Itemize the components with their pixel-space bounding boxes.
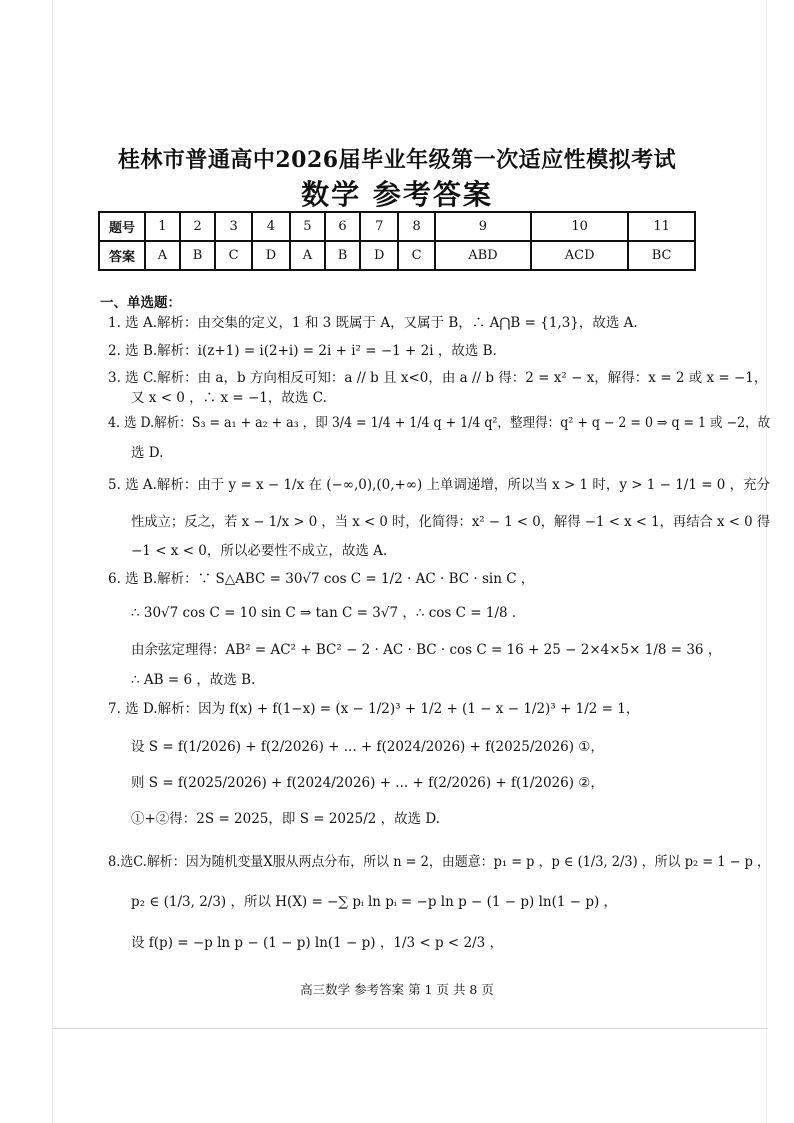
section-title: 一、单选题： xyxy=(100,295,181,311)
row-label: 答案 xyxy=(99,241,145,270)
table-cell: 10 xyxy=(531,212,628,241)
table-cell: B xyxy=(180,241,215,270)
row-label: 题号 xyxy=(99,212,145,241)
solution-q7-cont3: ①+②得：2S = 2025，即 S = 2025/2 ，故选 D. xyxy=(131,811,441,827)
solution-q5-cont2: −1 < x < 0，所以必要性不成立，故选 A. xyxy=(131,543,388,559)
table-cell: 1 xyxy=(145,212,180,241)
bottom-divider xyxy=(52,1028,768,1029)
table-cell: 4 xyxy=(252,212,290,241)
solution-q4-cont: 选 D. xyxy=(131,445,164,461)
solution-q1: 1. 选 A.解析：由交集的定义，1 和 3 既属于 A，又属于 B，∴ A⋂B = {1,3}，故选 A. xyxy=(108,315,638,331)
table-cell: 6 xyxy=(325,212,360,241)
table-cell: 2 xyxy=(180,212,215,241)
solution-q7-cont2: 则 S = f(2025/2026) + f(2024/2026) + ... + f(2/2026) + f(1/2026) ②， xyxy=(131,775,604,791)
table-cell: C xyxy=(215,241,252,270)
question-number-row xyxy=(99,212,695,241)
table-cell: BC xyxy=(628,241,695,270)
table-cell: A xyxy=(290,241,325,270)
solution-q5-cont1: 性成立；反之，若 x − 1/x > 0 ，当 x < 0 时，化简得：x² − 1 < 0，解得 −1 < x < 1，再结合 x < 0 得 xyxy=(131,514,771,530)
solution-q6-cont2: 由余弦定理得：AB² = AC² + BC² − 2 · AC · BC · cos C = 16 + 25 − 2×4×5× 1/8 = 36 ， xyxy=(131,642,722,658)
table-cell: ACD xyxy=(531,241,628,270)
solution-q5: 5. 选 A.解析：由于 y = x − 1/x 在 (−∞,0),(0,+∞) 上单调递增，所以当 x > 1 时，y > 1 − 1/1 = 0 ，充分 xyxy=(108,477,771,493)
solution-q7: 7. 选 D.解析：因为 f(x) + f(1−x) = (x − 1/2)³ + 1/2 + (1 − x − 1/2)³ + 1/2 = 1， xyxy=(108,701,640,717)
solution-q7-cont1: 设 S = f(1/2026) + f(2/2026) + ... + f(2024/2026) + f(2025/2026) ①， xyxy=(131,739,604,755)
exam-title: 桂林市普通高中2026届毕业年级第一次适应性模拟考试 xyxy=(117,147,677,173)
table-cell: D xyxy=(252,241,290,270)
table-cell: 7 xyxy=(360,212,398,241)
solution-q6-cont1: ∴ 30√7 cos C = 10 sin C ⇒ tan C = 3√7 ，∴ cos C = 1/8 . xyxy=(131,605,517,621)
page-footer: 高三数学 参考答案 第 1 页 共 8 页 xyxy=(300,982,494,997)
solution-q8-cont2: 设 f(p) = −p ln p − (1 − p) ln(1 − p) ，1/3 < p < 2/3 ， xyxy=(131,935,504,951)
answer-table xyxy=(98,211,696,271)
solution-q6: 6. 选 B.解析：∵ S△ABC = 30√7 cos C = 1/2 · AC · BC · sin C ， xyxy=(108,571,535,587)
solution-q4: 4. 选 D.解析：S₃ = a₁ + a₂ + a₃ ，即 3/4 = 1/4 + 1/4 q + 1/4 q²，整理得：q² + q − 2 = 0 ⇒ q = 1 或 −2，故 xyxy=(108,415,771,431)
solution-q3-cont: 又 x < 0 ，∴ x = −1，故选 C. xyxy=(131,390,327,406)
table-cell: B xyxy=(325,241,360,270)
answer-subtitle: 数学 参考答案 xyxy=(301,178,493,211)
table-cell: D xyxy=(360,241,398,270)
solution-q6-cont3: ∴ AB = 6 ，故选 B. xyxy=(131,672,256,688)
table-cell: A xyxy=(145,241,180,270)
solution-q8: 8.选C.解析：因为随机变量X服从两点分布，所以 n = 2，由题意：p₁ = p ，p ∈ (1/3, 2/3) ，所以 p₂ = 1 − p ， xyxy=(108,854,770,870)
table-cell: 9 xyxy=(435,212,531,241)
table-cell: 3 xyxy=(215,212,252,241)
table-cell: 11 xyxy=(628,212,695,241)
table-cell: ABD xyxy=(435,241,531,270)
table-cell: 5 xyxy=(290,212,325,241)
solution-q2: 2. 选 B.解析：i(z+1) = i(2+i) = 2i + i² = −1 + 2i ，故选 B. xyxy=(108,343,497,359)
solution-q8-cont1: p₂ ∈ (1/3, 2/3) ，所以 H(X) = −∑ pᵢ ln pᵢ = −p ln p − (1 − p) ln(1 − p) ， xyxy=(131,894,618,910)
solution-q3: 3. 选 C.解析：由 a，b 方向相反可知：a // b 且 x<0，由 a // b 得：2 = x² − x，解得：x = 2 或 x = −1， xyxy=(108,370,768,386)
table-cell: C xyxy=(398,241,435,270)
table-cell: 8 xyxy=(398,212,435,241)
answer-row xyxy=(99,241,695,270)
